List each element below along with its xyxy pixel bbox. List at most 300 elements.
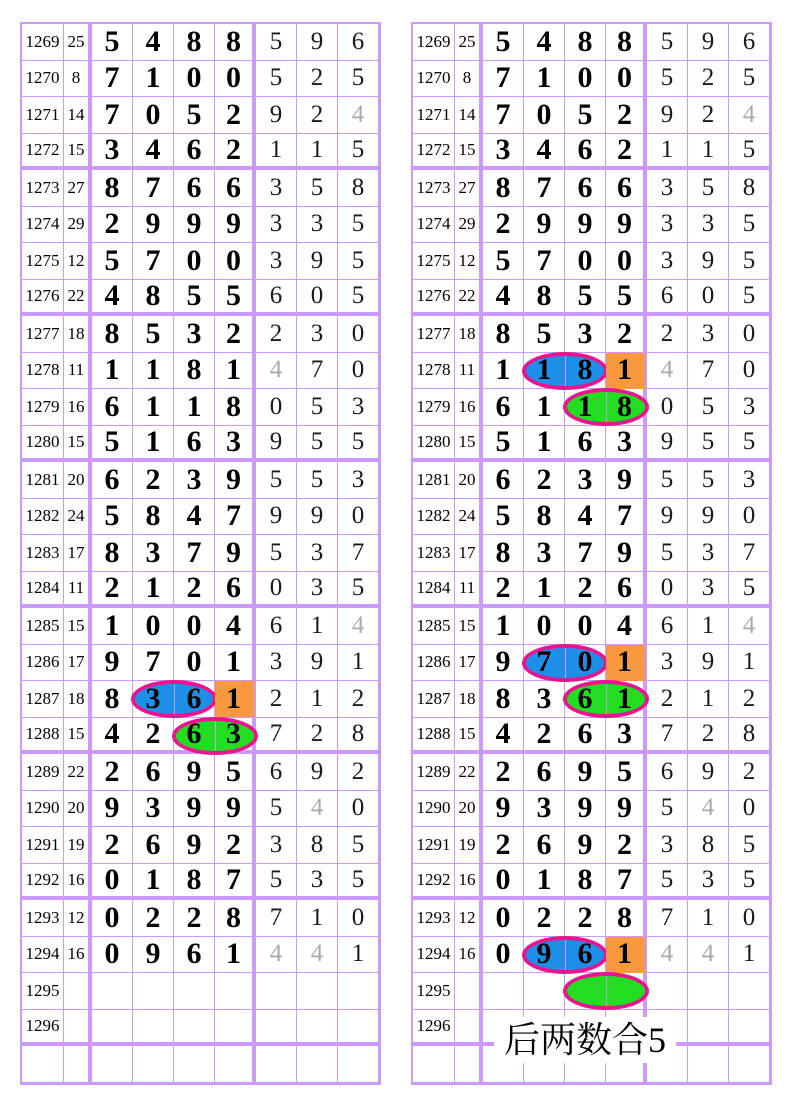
period-cell (413, 973, 455, 1010)
digit-cell (338, 280, 379, 317)
cell-text: 5 (310, 427, 324, 455)
period-cell (22, 791, 64, 828)
cell-text: 3 (186, 462, 202, 496)
period-cell (22, 973, 64, 1010)
digit-cell (92, 426, 133, 463)
count-cell (64, 754, 92, 791)
cell-text: 0 (660, 392, 674, 420)
cell-text: 8 (742, 719, 756, 747)
digit-cell (297, 389, 338, 426)
cell-text: 3 (145, 681, 161, 715)
digit-cell (729, 572, 770, 609)
cell-text: 22 (67, 285, 85, 305)
grid-line-through-ellipse (565, 356, 566, 386)
count-cell (64, 1046, 92, 1083)
cell-text: 1282 (416, 506, 451, 526)
cell-text: 5 (269, 538, 283, 566)
cell-text: 8 (577, 862, 593, 896)
digit-cell (133, 827, 174, 864)
cell-text: 2 (226, 132, 241, 166)
cell-text: 15 (458, 431, 476, 451)
digit-cell (215, 134, 256, 171)
cell-text: 8 (462, 68, 472, 88)
cell-text: 1 (577, 389, 593, 423)
digit-cell (297, 97, 338, 134)
digit-cell (256, 426, 297, 463)
cell-text: 9 (617, 791, 632, 825)
cell-text: 17 (67, 542, 85, 562)
digit-cell (524, 864, 565, 901)
cell-text: 2 (617, 132, 632, 166)
digit-cell (174, 426, 215, 463)
cell-text: 3 (701, 210, 715, 238)
digit-cell (338, 937, 379, 974)
cell-text: 3 (351, 465, 365, 493)
count-cell (455, 900, 483, 937)
digit-cell (338, 1046, 379, 1083)
cell-text: 0 (617, 243, 632, 277)
cell-text: 2 (495, 570, 511, 604)
digit-cell (133, 316, 174, 353)
digit-cell (297, 608, 338, 645)
digit-cell (338, 1010, 379, 1047)
cell-text: 1 (495, 353, 511, 387)
digit-cell (338, 791, 379, 828)
cell-text: 9 (617, 462, 632, 496)
digit-cell (297, 280, 338, 317)
digit-cell (729, 316, 770, 353)
cell-text: 0 (226, 61, 241, 95)
cell-text: 9 (104, 645, 120, 679)
digit-cell (174, 207, 215, 244)
cell-text: 6 (577, 716, 593, 750)
cell-text: 0 (104, 900, 120, 934)
digit-cell (133, 207, 174, 244)
digit-cell (483, 134, 524, 171)
cell-text: 9 (226, 462, 241, 496)
cell-text: 6 (577, 937, 593, 971)
cell-text: 1 (617, 353, 632, 387)
digit-cell (565, 134, 606, 171)
cell-text: 3 (310, 210, 324, 238)
digit-cell (483, 61, 524, 98)
cell-text: 5 (701, 173, 715, 201)
digit-cell (647, 572, 688, 609)
count-cell (64, 24, 92, 61)
cell-text: 5 (351, 246, 365, 274)
cell-text: 1275 (25, 250, 60, 270)
cell-text: 0 (742, 319, 756, 347)
digit-cell (133, 389, 174, 426)
cell-text: 6 (577, 170, 593, 204)
cell-text: 9 (226, 791, 241, 825)
cell-text: 9 (145, 937, 161, 971)
digit-cell (338, 316, 379, 353)
digit-cell (133, 864, 174, 901)
cell-text: 18 (458, 688, 476, 708)
cell-text: 6 (536, 754, 552, 788)
cell-text: 8 (536, 499, 552, 533)
cell-text: 1287 (416, 688, 451, 708)
digit-cell (688, 61, 729, 98)
cell-text: 29 (67, 214, 85, 234)
cell-text: 22 (458, 285, 476, 305)
digit-cell (729, 389, 770, 426)
cell-text: 1 (536, 862, 552, 896)
digit-cell (174, 280, 215, 317)
cell-text: 1278 (416, 360, 451, 380)
period-cell (413, 937, 455, 974)
digit-cell (524, 681, 565, 718)
digit-cell (92, 900, 133, 937)
cell-text: 5 (186, 278, 202, 312)
cell-text: 0 (186, 608, 202, 642)
digit-cell (483, 243, 524, 280)
cell-text: 8 (145, 278, 161, 312)
cell-text: 2 (226, 316, 241, 350)
digit-cell (256, 1010, 297, 1047)
cell-text: 7 (351, 538, 365, 566)
digit-cell (297, 973, 338, 1010)
digit-cell (215, 243, 256, 280)
digit-cell (297, 426, 338, 463)
digit-cell (92, 24, 133, 61)
digit-cell (606, 572, 647, 609)
cell-text: 1281 (416, 469, 451, 489)
cell-text: 5 (269, 865, 283, 893)
count-cell (455, 1046, 483, 1083)
count-cell (455, 791, 483, 828)
digit-cell (606, 791, 647, 828)
cell-text: 4 (742, 611, 756, 639)
cell-text: 2 (104, 570, 120, 604)
cell-text: 9 (186, 754, 202, 788)
count-cell (455, 280, 483, 317)
cell-text: 5 (351, 830, 365, 858)
cell-text: 9 (617, 207, 632, 241)
cell-text: 8 (495, 681, 511, 715)
cell-text: 5 (269, 794, 283, 822)
cell-text: 3 (310, 538, 324, 566)
cell-text: 1285 (25, 615, 60, 635)
cell-text: 1294 (416, 944, 451, 964)
cell-text: 7 (145, 645, 161, 679)
cell-text: 9 (701, 757, 715, 785)
digit-cell (524, 207, 565, 244)
cell-text: 0 (351, 356, 365, 384)
cell-text: 0 (226, 243, 241, 277)
digit-cell (133, 61, 174, 98)
cell-text: 2 (617, 827, 632, 861)
cell-text: 5 (186, 97, 202, 131)
digit-cell (215, 1010, 256, 1047)
cell-text: 5 (310, 392, 324, 420)
digit-cell (256, 316, 297, 353)
cell-text: 4 (351, 100, 365, 128)
cell-text: 2 (186, 570, 202, 604)
digit-cell (647, 827, 688, 864)
cell-text: 6 (186, 937, 202, 971)
cell-text: 16 (458, 944, 476, 964)
cell-text: 4 (186, 499, 202, 533)
period-cell (413, 243, 455, 280)
cell-text: 4 (269, 940, 283, 968)
period-cell (413, 316, 455, 353)
cell-text: 6 (495, 462, 511, 496)
digit-cell (297, 134, 338, 171)
cell-text: 6 (495, 389, 511, 423)
digit-cell (297, 681, 338, 718)
cell-text: 1271 (25, 104, 60, 124)
digit-cell (688, 280, 729, 317)
digit-cell (565, 170, 606, 207)
count-cell (455, 24, 483, 61)
period-cell (413, 572, 455, 609)
digit-cell (133, 718, 174, 755)
cell-text: 0 (577, 645, 593, 679)
digit-cell (688, 426, 729, 463)
cell-text: 8 (536, 278, 552, 312)
digit-cell (338, 462, 379, 499)
cell-text: 6 (104, 389, 120, 423)
cell-text: 1269 (416, 31, 451, 51)
period-cell (413, 827, 455, 864)
cell-text: 16 (67, 396, 85, 416)
cell-text: 0 (104, 937, 120, 971)
cell-text: 4 (701, 794, 715, 822)
cell-text: 5 (226, 278, 241, 312)
count-cell (64, 353, 92, 390)
digit-cell (524, 170, 565, 207)
cell-text: 9 (701, 502, 715, 530)
cell-text: 3 (577, 316, 593, 350)
cell-text: 27 (67, 177, 85, 197)
cell-text: 8 (226, 900, 241, 934)
cell-text: 2 (617, 316, 632, 350)
digit-cell (483, 681, 524, 718)
digit-cell (215, 1046, 256, 1083)
digit-cell (729, 1046, 770, 1083)
cell-text: 3 (701, 865, 715, 893)
period-cell (22, 754, 64, 791)
digit-cell (133, 243, 174, 280)
digit-cell (647, 864, 688, 901)
cell-text: 7 (660, 903, 674, 931)
highlight-ellipse-green (563, 388, 649, 426)
digit-cell (297, 316, 338, 353)
digit-cell (174, 61, 215, 98)
cell-text: 0 (742, 903, 756, 931)
digit-cell (606, 718, 647, 755)
cell-text: 1284 (416, 577, 451, 597)
count-cell (64, 864, 92, 901)
cell-text: 0 (577, 243, 593, 277)
digit-cell (729, 864, 770, 901)
cell-text: 1288 (25, 723, 60, 743)
digit-cell (565, 316, 606, 353)
grid-line-through-ellipse (606, 684, 607, 714)
digit-cell (647, 170, 688, 207)
cell-text: 3 (617, 716, 632, 750)
cell-text: 20 (67, 798, 85, 818)
digit-cell (565, 791, 606, 828)
period-cell (22, 535, 64, 572)
digit-cell (729, 61, 770, 98)
digit-cell (729, 608, 770, 645)
period-cell (22, 170, 64, 207)
cell-text: 1276 (25, 285, 60, 305)
cell-text: 0 (351, 794, 365, 822)
digit-cell (174, 134, 215, 171)
cell-text: 1289 (25, 761, 60, 781)
cell-text: 5 (104, 243, 120, 277)
cell-text: 5 (104, 424, 120, 458)
cell-text: 1 (226, 353, 241, 387)
digit-cell (483, 900, 524, 937)
cell-text: 1292 (416, 869, 451, 889)
digit-cell (297, 645, 338, 682)
cell-text: 1273 (25, 177, 60, 197)
count-cell (455, 572, 483, 609)
cell-text: 8 (145, 499, 161, 533)
cell-text: 1286 (416, 652, 451, 672)
count-cell (455, 608, 483, 645)
digit-cell (688, 572, 729, 609)
cell-text: 4 (536, 132, 552, 166)
grid-line-through-ellipse (606, 392, 607, 422)
cell-text: 1295 (25, 980, 60, 1000)
cell-text: 6 (269, 757, 283, 785)
digit-cell (174, 645, 215, 682)
digit-cell (729, 681, 770, 718)
cell-text: 14 (458, 104, 476, 124)
period-cell (413, 1046, 455, 1083)
cell-text: 16 (458, 869, 476, 889)
cell-text: 1 (536, 570, 552, 604)
cell-text: 16 (67, 869, 85, 889)
cell-text: 8 (104, 681, 120, 715)
digit-cell (297, 243, 338, 280)
count-cell (64, 572, 92, 609)
cell-text: 5 (495, 24, 511, 58)
cell-text: 1 (617, 937, 632, 971)
period-cell (22, 937, 64, 974)
cell-text: 6 (577, 132, 593, 166)
cell-text: 9 (701, 648, 715, 676)
cell-text: 5 (351, 281, 365, 309)
digit-cell (524, 280, 565, 317)
digit-cell (174, 243, 215, 280)
highlight-ellipse-blue (522, 644, 608, 682)
digit-cell (256, 900, 297, 937)
cell-text: 1293 (416, 907, 451, 927)
cell-text: 1 (536, 424, 552, 458)
digit-cell (256, 280, 297, 317)
cell-text: 4 (145, 24, 161, 58)
cell-text: 2 (310, 64, 324, 92)
period-cell (22, 608, 64, 645)
digit-cell (524, 426, 565, 463)
cell-text: 8 (617, 24, 632, 58)
digit-cell (338, 645, 379, 682)
cell-text: 1284 (25, 577, 60, 597)
digit-cell (174, 170, 215, 207)
digit-cell (174, 535, 215, 572)
period-cell (413, 134, 455, 171)
count-cell (64, 1010, 92, 1047)
digit-cell (297, 462, 338, 499)
period-cell (22, 900, 64, 937)
cell-text: 1274 (25, 214, 60, 234)
cell-text: 1 (617, 645, 632, 679)
digit-cell (565, 499, 606, 536)
digit-cell (215, 316, 256, 353)
digit-cell (483, 280, 524, 317)
digit-cell (133, 645, 174, 682)
cell-text: 15 (67, 615, 85, 635)
period-cell (413, 608, 455, 645)
cell-text: 1 (536, 389, 552, 423)
digit-cell (92, 937, 133, 974)
cell-text: 1281 (25, 469, 60, 489)
cell-text: 1 (269, 135, 283, 163)
digit-cell (338, 900, 379, 937)
cell-text: 3 (660, 830, 674, 858)
count-cell (64, 134, 92, 171)
cell-text: 3 (536, 791, 552, 825)
cell-text: 1291 (25, 834, 60, 854)
digit-cell (483, 426, 524, 463)
cell-text: 15 (458, 139, 476, 159)
digit-cell (256, 827, 297, 864)
cell-text: 8 (617, 900, 632, 934)
period-cell (22, 499, 64, 536)
digit-cell (688, 754, 729, 791)
digit-cell (92, 608, 133, 645)
cell-text: 8 (104, 170, 120, 204)
digit-cell (174, 900, 215, 937)
digit-cell (256, 243, 297, 280)
digit-cell (92, 61, 133, 98)
cell-text: 8 (495, 316, 511, 350)
cell-text: 1 (226, 937, 241, 971)
digit-cell (338, 97, 379, 134)
cell-text: 1 (310, 135, 324, 163)
cell-text: 2 (226, 97, 241, 131)
digit-cell (174, 462, 215, 499)
digit-cell (338, 864, 379, 901)
cell-text: 9 (269, 502, 283, 530)
cell-text: 1279 (25, 396, 60, 416)
cell-text: 9 (577, 827, 593, 861)
digit-cell (688, 134, 729, 171)
cell-text: 3 (145, 535, 161, 569)
digit-cell (729, 280, 770, 317)
cell-text: 8 (495, 535, 511, 569)
digit-cell (729, 134, 770, 171)
cell-text: 2 (186, 900, 202, 934)
digit-cell (215, 170, 256, 207)
digit-cell (174, 1046, 215, 1083)
digit-cell (483, 316, 524, 353)
digit-cell (92, 1010, 133, 1047)
cell-text: 1 (145, 389, 161, 423)
period-cell (22, 353, 64, 390)
cell-text: 1 (104, 608, 120, 642)
cell-text: 6 (104, 462, 120, 496)
digit-cell (92, 645, 133, 682)
cell-text: 15 (67, 723, 85, 743)
